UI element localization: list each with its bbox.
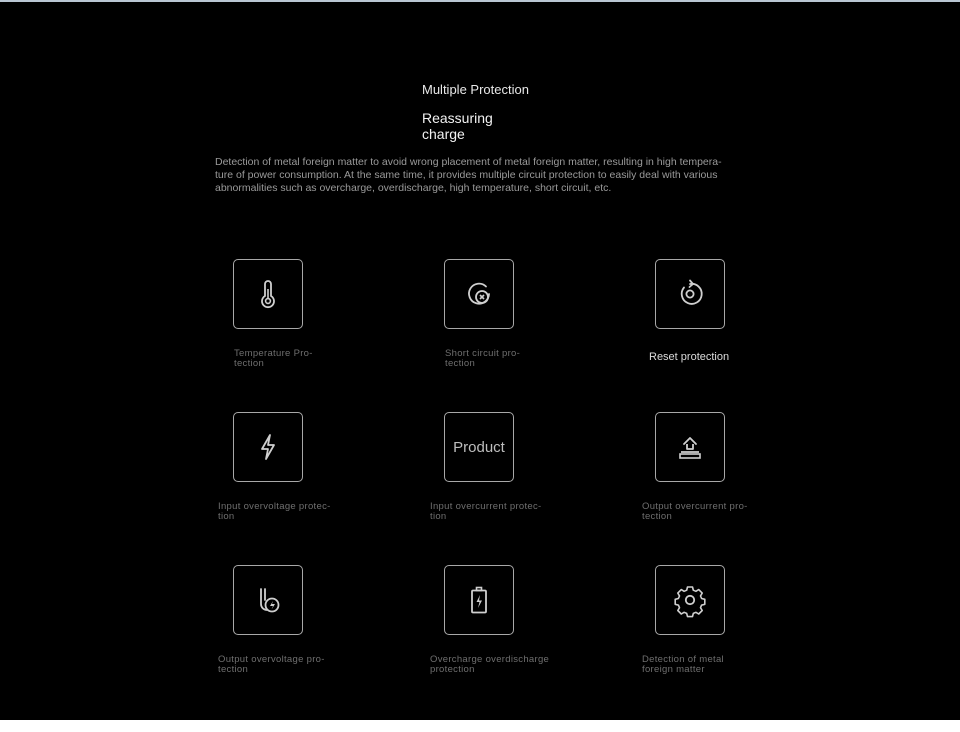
feature-tile-temperature: [233, 259, 303, 329]
feature-label-output-overvoltage: Output overvoltage pro- tection: [218, 654, 325, 675]
feature-label-input-overcurrent: Input overcurrent protec- tion: [430, 501, 542, 522]
section-eyebrow: Multiple Protection: [422, 82, 529, 97]
description-line-3: abnormalities such as overcharge, overdischarge, high temperature, short circuit, etc.: [215, 182, 612, 194]
feature-tile-output-overvoltage: [233, 565, 303, 635]
feature-tile-input-overcurrent: [444, 412, 514, 482]
gear-icon: [672, 582, 708, 618]
battery-bolt-icon: [461, 582, 497, 618]
section-headline: [422, 110, 532, 142]
reset-icon: [672, 276, 708, 312]
feature-tile-short-circuit: [444, 259, 514, 329]
feature-label-output-overcurrent: Output overcurrent pro- tection: [642, 501, 748, 522]
section-description: [215, 156, 743, 195]
plug-bolt-icon: [250, 582, 286, 618]
feature-tile-metal-detection: [655, 565, 725, 635]
lightning-icon: [250, 429, 286, 465]
feature-tile-input-overvoltage: [233, 412, 303, 482]
feature-tile-output-overcurrent: [655, 412, 725, 482]
feature-label-input-overvoltage: Input overvoltage protec- tion: [218, 501, 331, 522]
protection-section: [0, 2, 960, 720]
description-line-2: ture of power consumption. At the same time, it provides multiple circuit protection to easily deal with various: [215, 169, 718, 181]
feature-label-temperature: Temperature Pro- tection: [234, 348, 313, 369]
feature-label-reset: Reset protection: [649, 351, 730, 363]
feature-label-short-circuit: Short circuit pro- tection: [445, 348, 521, 369]
feature-label-metal-detection: Detection of metal foreign matter: [642, 654, 724, 675]
feature-label-overcharge: Overcharge overdischarge protection: [430, 654, 550, 675]
product-image-placeholder: Product: [453, 438, 505, 456]
thermometer-icon: [250, 276, 286, 312]
headline-line-2: charge: [422, 126, 465, 142]
feature-tile-overcharge: [444, 565, 514, 635]
output-upload-icon: [672, 429, 708, 465]
feature-tile-reset: [655, 259, 725, 329]
short-circuit-icon: [461, 276, 497, 312]
description-line-1: Detection of metal foreign matter to avoid wrong placement of metal foreign matter, resulting in high tempera-: [215, 156, 722, 168]
headline-line-1: Reassuring: [422, 110, 493, 126]
